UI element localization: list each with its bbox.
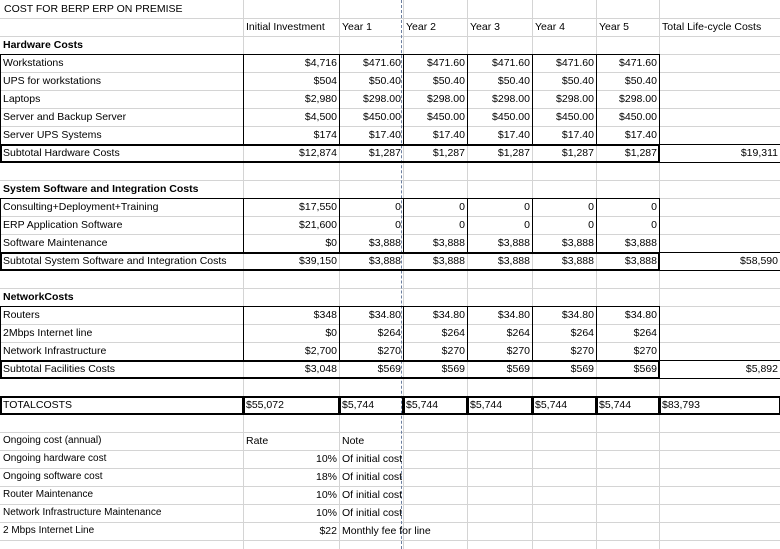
subtotal-year-5: $1,287 bbox=[624, 147, 657, 159]
value-cell-year-5: $3,888 bbox=[624, 237, 657, 249]
value-cell-year-3: $298.00 bbox=[492, 93, 530, 105]
value-cell-year-1: $450.00 bbox=[363, 111, 401, 123]
value-cell-year-3: 0 bbox=[524, 201, 530, 213]
subtotal-initial: $3,048 bbox=[304, 363, 337, 375]
row-label: Server UPS Systems bbox=[3, 129, 102, 141]
value-cell-year-1: $34.80 bbox=[368, 309, 401, 321]
total-year-1: $5,744 bbox=[342, 399, 375, 411]
ongoing-note: Monthly fee for line bbox=[342, 525, 431, 537]
grid-row-line bbox=[0, 432, 780, 433]
value-cell-year-5: $17.40 bbox=[624, 129, 657, 141]
subtotal-label: Subtotal Facilities Costs bbox=[3, 363, 116, 375]
value-cell-year-1: $50.40 bbox=[368, 75, 401, 87]
value-cell-year-3: $3,888 bbox=[497, 237, 530, 249]
subtotal-lifecycle-total: $58,590 bbox=[740, 255, 778, 267]
value-cell-year-2: $50.40 bbox=[432, 75, 465, 87]
value-cell-year-5: $298.00 bbox=[619, 93, 657, 105]
subtotal-year-5: $3,888 bbox=[624, 255, 657, 267]
value-cell-year-4: $264 bbox=[570, 327, 594, 339]
value-cell-year-5: $450.00 bbox=[619, 111, 657, 123]
value-cell-year-5: $34.80 bbox=[624, 309, 657, 321]
row-label: Software Maintenance bbox=[3, 237, 108, 249]
subtotal-year-1: $569 bbox=[377, 363, 401, 375]
value-cell-year-3: $17.40 bbox=[497, 129, 530, 141]
section-col-box bbox=[243, 306, 340, 361]
row-label: ERP Application Software bbox=[3, 219, 123, 231]
row-label: Routers bbox=[3, 309, 40, 321]
total-year-4: $5,744 bbox=[535, 399, 568, 411]
total-initial: $55,072 bbox=[246, 399, 284, 411]
total-costs-label: TOTALCOSTS bbox=[3, 399, 73, 411]
value-cell-year-4: $450.00 bbox=[556, 111, 594, 123]
row-label: UPS for workstations bbox=[3, 75, 102, 87]
ongoing-label: Router Maintenance bbox=[3, 489, 94, 500]
ongoing-rate: 18% bbox=[315, 471, 337, 483]
value-cell-initial: $4,716 bbox=[304, 57, 337, 69]
value-cell-year-2: $298.00 bbox=[427, 93, 465, 105]
value-cell-year-3: $270 bbox=[506, 345, 530, 357]
subtotal-label: Subtotal Hardware Costs bbox=[3, 147, 120, 159]
subtotal-total-box bbox=[659, 144, 780, 163]
section-heading: System Software and Integration Costs bbox=[3, 183, 199, 195]
value-cell-year-2: $450.00 bbox=[427, 111, 465, 123]
value-cell-year-1: $3,888 bbox=[368, 237, 401, 249]
value-cell-year-3: 0 bbox=[524, 219, 530, 231]
subtotal-total-box bbox=[659, 252, 780, 271]
value-cell-year-2: 0 bbox=[459, 219, 465, 231]
value-cell-year-4: $3,888 bbox=[561, 237, 594, 249]
row-label: 2Mbps Internet line bbox=[3, 327, 93, 339]
value-cell-year-3: $264 bbox=[506, 327, 530, 339]
value-cell-year-5: $270 bbox=[633, 345, 657, 357]
total-row-box bbox=[596, 396, 660, 415]
ongoing-rate: 10% bbox=[315, 453, 337, 465]
value-cell-year-3: $34.80 bbox=[497, 309, 530, 321]
col-header-initial: Initial Investment bbox=[246, 21, 325, 33]
row-label: Consulting+Deployment+Training bbox=[3, 201, 159, 213]
subtotal-year-3: $569 bbox=[506, 363, 530, 375]
value-cell-initial: $4,500 bbox=[304, 111, 337, 123]
col-header-year-4: Year 4 bbox=[535, 21, 565, 33]
subtotal-lifecycle-total: $5,892 bbox=[745, 363, 778, 375]
total-year-2: $5,744 bbox=[406, 399, 439, 411]
value-cell-year-3: $50.40 bbox=[497, 75, 530, 87]
subtotal-year-2: $1,287 bbox=[432, 147, 465, 159]
total-row-box bbox=[403, 396, 468, 415]
value-cell-year-2: $17.40 bbox=[432, 129, 465, 141]
value-cell-year-2: $34.80 bbox=[432, 309, 465, 321]
row-label: Laptops bbox=[3, 93, 41, 105]
subtotal-year-3: $3,888 bbox=[497, 255, 530, 267]
value-cell-initial: $348 bbox=[313, 309, 337, 321]
value-cell-year-1: 0 bbox=[395, 219, 401, 231]
value-cell-year-2: $264 bbox=[441, 327, 465, 339]
total-year-3: $5,744 bbox=[470, 399, 503, 411]
total-total: $83,793 bbox=[662, 399, 700, 411]
ongoing-note: Of initial cost bbox=[342, 453, 403, 465]
section-heading: NetworkCosts bbox=[3, 291, 74, 303]
ongoing-rate: 10% bbox=[315, 489, 337, 501]
ongoing-rate: 10% bbox=[315, 507, 337, 519]
total-row-box bbox=[659, 396, 780, 415]
sheet-title: COST FOR BERP ERP ON PREMISE bbox=[4, 3, 183, 15]
value-cell-initial: $0 bbox=[325, 327, 337, 339]
value-cell-year-5: $471.60 bbox=[619, 57, 657, 69]
subtotal-year-1: $3,888 bbox=[368, 255, 401, 267]
note-header: Note bbox=[342, 435, 365, 447]
section-col-box bbox=[403, 198, 468, 253]
value-cell-year-4: 0 bbox=[588, 201, 594, 213]
value-cell-year-4: $17.40 bbox=[561, 129, 594, 141]
ongoing-label: Network Infrastructure Maintenance bbox=[3, 507, 162, 518]
subtotal-label: Subtotal System Software and Integration Costs bbox=[3, 255, 227, 267]
grid-row-line bbox=[0, 36, 780, 37]
total-row-box bbox=[467, 396, 533, 415]
subtotal-box bbox=[0, 252, 660, 271]
col-header-total: Total Life-cycle Costs bbox=[662, 21, 762, 33]
total-row-box bbox=[532, 396, 597, 415]
section-col-box bbox=[467, 198, 533, 253]
section-col-box bbox=[243, 54, 340, 145]
value-cell-year-2: 0 bbox=[459, 201, 465, 213]
subtotal-year-4: $1,287 bbox=[561, 147, 594, 159]
row-label: Server and Backup Server bbox=[3, 111, 127, 123]
value-cell-year-4: $298.00 bbox=[556, 93, 594, 105]
subtotal-initial: $39,150 bbox=[299, 255, 337, 267]
value-cell-year-1: 0 bbox=[395, 201, 401, 213]
value-cell-year-4: $471.60 bbox=[556, 57, 594, 69]
ongoing-label: 2 Mbps Internet Line bbox=[3, 525, 95, 536]
total-row-box bbox=[339, 396, 404, 415]
subtotal-year-2: $569 bbox=[441, 363, 465, 375]
section-col-box bbox=[596, 54, 660, 145]
value-cell-year-5: 0 bbox=[651, 201, 657, 213]
section-col-box bbox=[339, 306, 404, 361]
col-header-year-5: Year 5 bbox=[599, 21, 629, 33]
section-col-box bbox=[403, 306, 468, 361]
value-cell-year-1: $17.40 bbox=[368, 129, 401, 141]
col-header-year-1: Year 1 bbox=[342, 21, 372, 33]
value-cell-initial: $174 bbox=[313, 129, 337, 141]
ongoing-note: Of initial cost bbox=[342, 507, 403, 519]
grid-row-line bbox=[0, 288, 780, 289]
value-cell-initial: $17,550 bbox=[299, 201, 337, 213]
value-cell-year-5: $50.40 bbox=[624, 75, 657, 87]
col-header-year-2: Year 2 bbox=[406, 21, 436, 33]
section-col-box bbox=[596, 306, 660, 361]
subtotal-total-box bbox=[659, 360, 780, 379]
value-cell-initial: $2,700 bbox=[304, 345, 337, 357]
subtotal-year-4: $569 bbox=[570, 363, 594, 375]
section-col-box bbox=[339, 54, 404, 145]
ongoing-note: Of initial cost bbox=[342, 489, 403, 501]
section-col-box bbox=[532, 54, 597, 145]
grid-row-line bbox=[0, 540, 780, 541]
section-col-box bbox=[532, 306, 597, 361]
ongoing-note: Of initial cost bbox=[342, 471, 403, 483]
value-cell-initial: $2,980 bbox=[304, 93, 337, 105]
subtotal-year-5: $569 bbox=[633, 363, 657, 375]
subtotal-year-4: $3,888 bbox=[561, 255, 594, 267]
ongoing-label: Ongoing software cost bbox=[3, 471, 103, 482]
ongoing-heading: Ongoing cost (annual) bbox=[3, 435, 102, 446]
value-cell-year-4: 0 bbox=[588, 219, 594, 231]
value-cell-initial: $0 bbox=[325, 237, 337, 249]
value-cell-year-4: $34.80 bbox=[561, 309, 594, 321]
col-header-year-3: Year 3 bbox=[470, 21, 500, 33]
subtotal-year-2: $3,888 bbox=[432, 255, 465, 267]
value-cell-year-3: $471.60 bbox=[492, 57, 530, 69]
ongoing-label: Ongoing hardware cost bbox=[3, 453, 107, 464]
section-heading: Hardware Costs bbox=[3, 39, 83, 51]
section-col-box bbox=[339, 198, 404, 253]
rate-header: Rate bbox=[246, 435, 269, 447]
total-row-box bbox=[0, 396, 244, 415]
section-col-box bbox=[532, 198, 597, 253]
ongoing-rate: $22 bbox=[319, 525, 337, 537]
subtotal-year-3: $1,287 bbox=[497, 147, 530, 159]
value-cell-year-4: $270 bbox=[570, 345, 594, 357]
subtotal-lifecycle-total: $19,311 bbox=[740, 147, 778, 159]
value-cell-initial: $504 bbox=[313, 75, 337, 87]
section-col-box bbox=[243, 198, 340, 253]
total-row-box bbox=[243, 396, 340, 415]
subtotal-year-1: $1,287 bbox=[368, 147, 401, 159]
subtotal-box bbox=[0, 360, 660, 379]
section-col-box bbox=[596, 198, 660, 253]
value-cell-year-3: $450.00 bbox=[492, 111, 530, 123]
row-label: Workstations bbox=[3, 57, 64, 69]
value-cell-year-2: $3,888 bbox=[432, 237, 465, 249]
value-cell-year-1: $471.60 bbox=[363, 57, 401, 69]
section-col-box bbox=[467, 306, 533, 361]
value-cell-initial: $21,600 bbox=[299, 219, 337, 231]
section-col-box bbox=[467, 54, 533, 145]
value-cell-year-5: $264 bbox=[633, 327, 657, 339]
total-year-5: $5,744 bbox=[599, 399, 632, 411]
value-cell-year-1: $298.00 bbox=[363, 93, 401, 105]
row-label: Network Infrastructure bbox=[3, 345, 107, 357]
value-cell-year-1: $264 bbox=[377, 327, 401, 339]
value-cell-year-2: $471.60 bbox=[427, 57, 465, 69]
value-cell-year-5: 0 bbox=[651, 219, 657, 231]
value-cell-year-2: $270 bbox=[441, 345, 465, 357]
subtotal-initial: $12,874 bbox=[299, 147, 337, 159]
value-cell-year-1: $270 bbox=[377, 345, 401, 357]
section-col-box bbox=[403, 54, 468, 145]
value-cell-year-4: $50.40 bbox=[561, 75, 594, 87]
subtotal-box bbox=[0, 144, 660, 163]
